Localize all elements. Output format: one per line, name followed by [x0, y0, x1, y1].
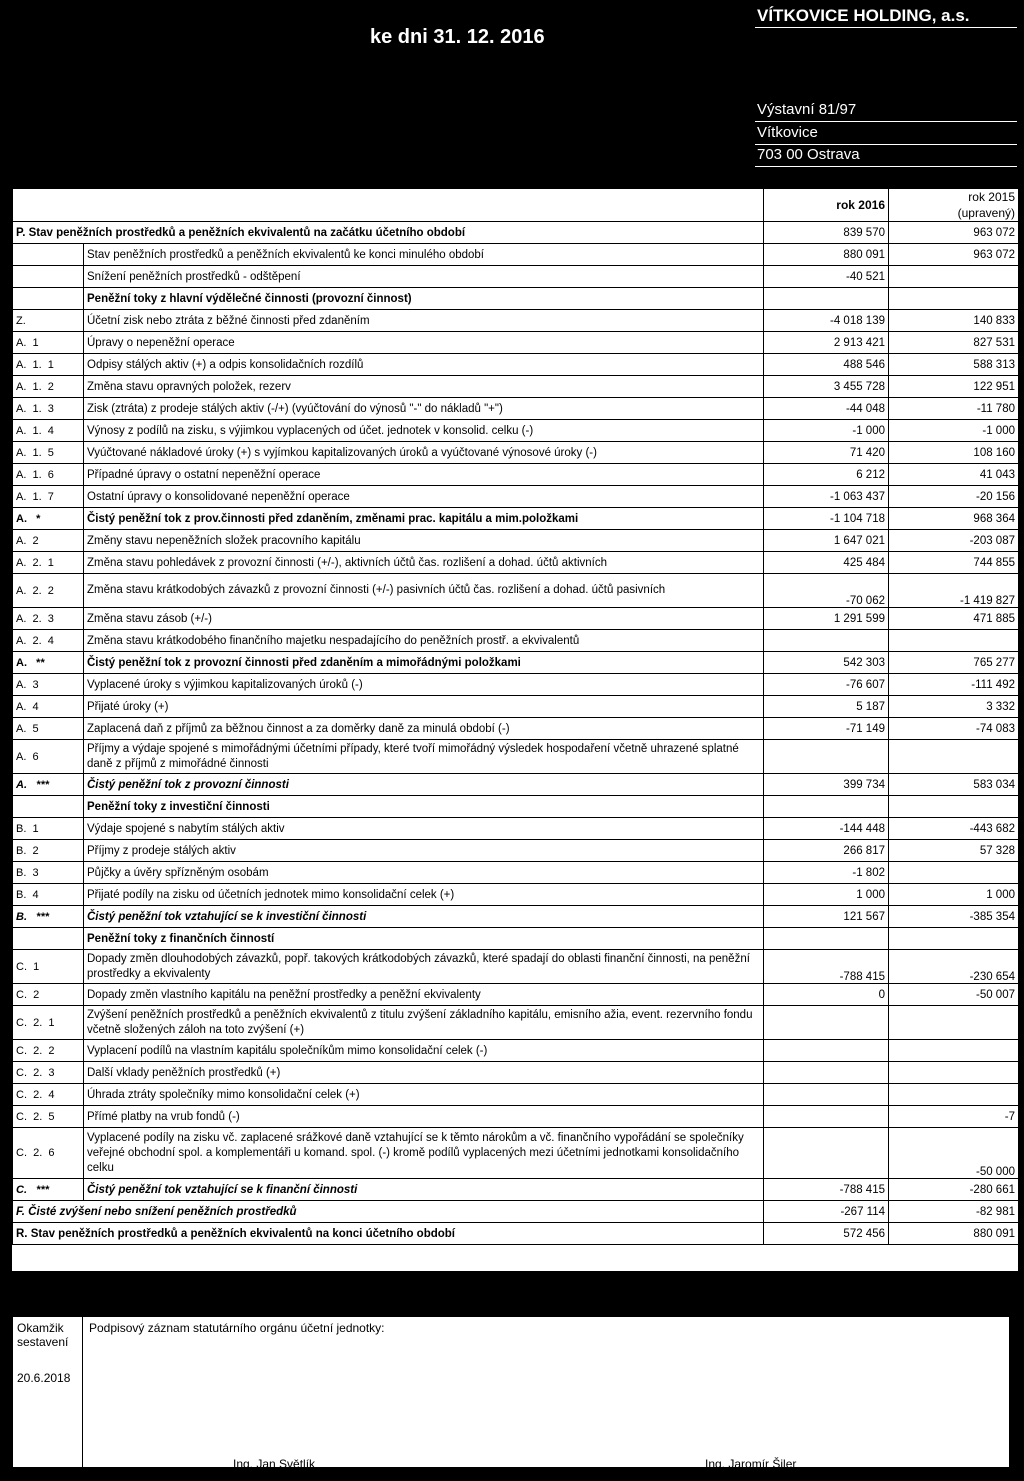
value-2015: 880 091: [889, 1223, 1019, 1245]
value-2016: -788 415: [764, 1179, 889, 1201]
value-2016: 399 734: [764, 774, 889, 796]
value-2015: -203 087: [889, 530, 1019, 552]
value-2015: [889, 928, 1019, 950]
divider: [755, 166, 1017, 167]
value-2015: 968 364: [889, 508, 1019, 530]
compilation-label-1: Okamžik: [17, 1321, 64, 1335]
value-2016: 2 913 421: [764, 332, 889, 354]
row-description: Čistý peněžní tok z prov.činnosti před zdaněním, změnami prac. kapitálu a mim.položkami: [84, 508, 764, 530]
row-description: Výdaje spojené s nabytím stálých aktiv: [84, 818, 764, 840]
table-row: [13, 442, 1019, 464]
col-2015-header: [889, 189, 1019, 222]
row-description: Odpisy stálých aktiv (+) a odpis konsolidačních rozdílů: [84, 354, 764, 376]
row-code: C. 2. 3: [13, 1062, 84, 1084]
row-description: F. Čisté zvýšení nebo snížení peněžních prostředků: [13, 1201, 764, 1223]
value-2016: [764, 1106, 889, 1128]
row-description: Změna stavu pohledávek z provozní činnosti (+/-), aktivních účtů čas. rozlišení a dohad. účtů aktivních: [84, 552, 764, 574]
row-description: Peněžní toky z hlavní výdělečné činnosti (provozní činnost): [84, 288, 764, 310]
value-2015: 588 313: [889, 354, 1019, 376]
row-description: Vyplacené úroky s výjimkou kapitalizovaných úroků (-): [84, 674, 764, 696]
table-row: [13, 1040, 1019, 1062]
compilation-date: 20.6.2018: [17, 1371, 71, 1385]
value-2015: [889, 1040, 1019, 1062]
value-2016: [764, 1006, 889, 1040]
row-description: Příjmy a výdaje spojené s mimořádnými účetními případy, které tvoří mimořádný výsledek hospodaření včetně uhrazené splatné daně z příjmů z mimořádné činnosti: [84, 740, 764, 774]
value-2016: -1 000: [764, 420, 889, 442]
row-code: [13, 288, 84, 310]
value-2016: -4 018 139: [764, 310, 889, 332]
value-2016: [764, 796, 889, 818]
table-row: [13, 674, 1019, 696]
value-2015: 1 000: [889, 884, 1019, 906]
table-row: [13, 884, 1019, 906]
table-row: [13, 486, 1019, 508]
row-description: Účetní zisk nebo ztráta z běžné činnosti před zdaněním: [84, 310, 764, 332]
row-description: R. Stav peněžních prostředků a peněžních ekvivalentů na konci účetního období: [13, 1223, 764, 1245]
row-code: C. ***: [13, 1179, 84, 1201]
value-2015: 41 043: [889, 464, 1019, 486]
col-2016-header: rok 2016: [764, 189, 889, 222]
row-code: A. 1: [13, 332, 84, 354]
table-row: [13, 332, 1019, 354]
value-2016: [764, 928, 889, 950]
row-description: Zisk (ztráta) z prodeje stálých aktiv (-/+) (vyúčtování do výnosů "-" do nákladů "+"): [84, 398, 764, 420]
value-2015: [889, 740, 1019, 774]
row-description: Příjmy z prodeje stálých aktiv: [84, 840, 764, 862]
row-code: [13, 244, 84, 266]
table-row: [13, 574, 1019, 608]
row-code: A. **: [13, 652, 84, 674]
row-description: Změna stavu opravných položek, rezerv: [84, 376, 764, 398]
value-2015: -82 981: [889, 1201, 1019, 1223]
table-row: [13, 1179, 1019, 1201]
table-row: [13, 222, 1019, 244]
compilation-label-2: sestavení: [17, 1335, 69, 1349]
row-code: A. *: [13, 508, 84, 530]
signature-record-label: Podpisový záznam statutárního orgánu účetní jednotky:: [89, 1321, 385, 1335]
value-2016: -76 607: [764, 674, 889, 696]
row-description: Peněžní toky z finančních činností: [84, 928, 764, 950]
row-description: Změna stavu krátkodobých závazků z provozní činnosti (+/-) pasivních účtů čas. rozlišení a dohad. účtů pasivních: [84, 574, 764, 608]
row-description: Dopady změn dlouhodobých závazků, popř. takových krátkodobých závazků, které spadají do oblasti finanční činnosti, na peněžní prostředky a ekvivalenty: [84, 950, 764, 984]
value-2015: 963 072: [889, 244, 1019, 266]
table-row: [13, 630, 1019, 652]
row-description: Zvýšení peněžních prostředků a peněžních ekvivalentů z titulu zvýšení základního kapitálu, emisního ažia, event. rezervního fondu včetně složených záloh na toto zvýšení (+): [84, 1006, 764, 1040]
row-code: B. 1: [13, 818, 84, 840]
value-2016: [764, 630, 889, 652]
value-2016: -44 048: [764, 398, 889, 420]
value-2016: -70 062: [764, 574, 889, 608]
row-description: Změna stavu zásob (+/-): [84, 608, 764, 630]
value-2016: [764, 740, 889, 774]
table-row: [13, 608, 1019, 630]
table-row: [13, 840, 1019, 862]
row-description: Přijaté úroky (+): [84, 696, 764, 718]
value-2015: -443 682: [889, 818, 1019, 840]
row-description: Stav peněžních prostředků a peněžních ekvivalentů ke konci minulého období: [84, 244, 764, 266]
value-2015: [889, 796, 1019, 818]
table-row: [13, 310, 1019, 332]
row-description: Půjčky a úvěry spřízněným osobám: [84, 862, 764, 884]
value-2016: -267 114: [764, 1201, 889, 1223]
value-2015: [889, 1084, 1019, 1106]
row-code: A. 2: [13, 530, 84, 552]
table-row: [13, 696, 1019, 718]
row-code: [13, 266, 84, 288]
row-description: P. Stav peněžních prostředků a peněžních ekvivalentů na začátku účetního období: [13, 222, 764, 244]
table-row: [13, 984, 1019, 1006]
table-row: [13, 796, 1019, 818]
value-2015: -20 156: [889, 486, 1019, 508]
row-code: C. 2. 2: [13, 1040, 84, 1062]
row-code: C. 2. 5: [13, 1106, 84, 1128]
value-2016: 425 484: [764, 552, 889, 574]
value-2016: [764, 1040, 889, 1062]
value-2016: 1 000: [764, 884, 889, 906]
table-row: [13, 774, 1019, 796]
table-row: [13, 508, 1019, 530]
signer-2: Ing. Jaromír Šiler: [705, 1457, 797, 1471]
value-2015: 108 160: [889, 442, 1019, 464]
table-row: [13, 906, 1019, 928]
value-2015: -7: [889, 1106, 1019, 1128]
table-row: [13, 1006, 1019, 1040]
row-code: B. 2: [13, 840, 84, 862]
value-2016: 880 091: [764, 244, 889, 266]
row-description: Čistý peněžní tok vztahující se k investiční činnosti: [84, 906, 764, 928]
value-2016: [764, 1128, 889, 1179]
value-2016: 6 212: [764, 464, 889, 486]
value-2015: -50 000: [889, 1128, 1019, 1179]
cash-flow-table: [12, 188, 1019, 1245]
value-2015: 3 332: [889, 696, 1019, 718]
value-2015: 122 951: [889, 376, 1019, 398]
value-2016: [764, 288, 889, 310]
table-row: [13, 354, 1019, 376]
row-description: Vyplacené podíly na zisku vč. zaplacené srážkové daně vztahující se k těmto nárokům a vč. finančního vypořádání se společníky veřejné obchodní spol. a komplementáři u komand. spol. (-) kromě podílů vyplacených mezi účetními jednotkami konsolidačního celku: [84, 1128, 764, 1179]
row-code: A. 2. 4: [13, 630, 84, 652]
value-2016: -71 149: [764, 718, 889, 740]
value-2015: -111 492: [889, 674, 1019, 696]
row-code: A. 1. 6: [13, 464, 84, 486]
row-code: C. 2. 4: [13, 1084, 84, 1106]
row-code: C. 2: [13, 984, 84, 1006]
col-2015-label: rok 2015: [968, 190, 1015, 204]
table-row: [13, 740, 1019, 774]
table-row: [13, 928, 1019, 950]
address-city: 703 00 Ostrava: [757, 146, 860, 163]
value-2016: 542 303: [764, 652, 889, 674]
value-2016: [764, 1084, 889, 1106]
value-2016: -1 063 437: [764, 486, 889, 508]
table-row: [13, 1223, 1019, 1245]
row-code: A. ***: [13, 774, 84, 796]
value-2015: -385 354: [889, 906, 1019, 928]
row-code: A. 4: [13, 696, 84, 718]
row-code: A. 3: [13, 674, 84, 696]
row-description: Výnosy z podílů na zisku, s výjimkou vyplacených od účet. jednotek v konsolid. celku (-): [84, 420, 764, 442]
row-description: Další vklady peněžních prostředků (+): [84, 1062, 764, 1084]
value-2015: 140 833: [889, 310, 1019, 332]
signer-1: Ing. Jan Světlík: [233, 1457, 316, 1471]
value-2015: -50 007: [889, 984, 1019, 1006]
row-code: A. 1. 2: [13, 376, 84, 398]
table-row: [13, 266, 1019, 288]
header-blank: [13, 189, 764, 222]
value-2016: [764, 1062, 889, 1084]
value-2016: 572 456: [764, 1223, 889, 1245]
value-2016: -144 448: [764, 818, 889, 840]
row-description: Peněžní toky z investiční činnosti: [84, 796, 764, 818]
signature-box: [12, 1316, 1010, 1471]
address-street: Výstavní 81/97: [757, 101, 857, 118]
table-row: [13, 376, 1019, 398]
value-2016: -788 415: [764, 950, 889, 984]
table-row: [13, 718, 1019, 740]
value-2015: -1 419 827: [889, 574, 1019, 608]
row-code: A. 2. 1: [13, 552, 84, 574]
row-code: C. 1: [13, 950, 84, 984]
row-description: Snížení peněžních prostředků - odštěpení: [84, 266, 764, 288]
row-code: A. 1. 1: [13, 354, 84, 376]
company-name: VÍTKOVICE HOLDING, a.s.: [757, 6, 970, 25]
value-2016: 5 187: [764, 696, 889, 718]
row-description: Dopady změn vlastního kapitálu na peněžní prostředky a peněžní ekvivalenty: [84, 984, 764, 1006]
row-code: Z.: [13, 310, 84, 332]
table-row: [13, 552, 1019, 574]
value-2016: 71 420: [764, 442, 889, 464]
table-row: [13, 1062, 1019, 1084]
row-code: A. 2. 2: [13, 574, 84, 608]
row-code: B. ***: [13, 906, 84, 928]
value-2016: -1 104 718: [764, 508, 889, 530]
value-2015: 765 277: [889, 652, 1019, 674]
value-2015: -280 661: [889, 1179, 1019, 1201]
value-2016: 3 455 728: [764, 376, 889, 398]
value-2016: -1 802: [764, 862, 889, 884]
row-code: A. 2. 3: [13, 608, 84, 630]
value-2015: 471 885: [889, 608, 1019, 630]
divider: [755, 144, 1017, 145]
address-district: Vítkovice: [757, 124, 818, 141]
value-2015: -1 000: [889, 420, 1019, 442]
table-row: [13, 530, 1019, 552]
row-code: B. 4: [13, 884, 84, 906]
row-description: Změny stavu nepeněžních složek pracovního kapitálu: [84, 530, 764, 552]
row-code: A. 1. 7: [13, 486, 84, 508]
value-2016: 266 817: [764, 840, 889, 862]
row-code: B. 3: [13, 862, 84, 884]
divider: [755, 121, 1017, 122]
row-code: [13, 796, 84, 818]
table-header-row: [13, 189, 1019, 222]
row-description: Vyúčtované nákladové úroky (+) s vyjímkou kapitalizovaných úroků a vyúčtované výnosové úroky (-): [84, 442, 764, 464]
value-2016: 1 647 021: [764, 530, 889, 552]
value-2016: 0: [764, 984, 889, 1006]
row-description: Čistý peněžní tok vztahující se k finanční činnosti: [84, 1179, 764, 1201]
row-code: A. 5: [13, 718, 84, 740]
value-2015: 827 531: [889, 332, 1019, 354]
table-row: [13, 420, 1019, 442]
value-2015: [889, 266, 1019, 288]
value-2015: 57 328: [889, 840, 1019, 862]
value-2015: -11 780: [889, 398, 1019, 420]
value-2015: [889, 288, 1019, 310]
row-code: A. 1. 5: [13, 442, 84, 464]
row-description: Čistý peněžní tok z provozní činnosti před zdaněním a mimořádnými položkami: [84, 652, 764, 674]
value-2015: 583 034: [889, 774, 1019, 796]
row-description: Čistý peněžní tok z provozní činnosti: [84, 774, 764, 796]
row-description: Vyplacení podílů na vlastním kapitálu společníkům mimo konsolidační celek (-): [84, 1040, 764, 1062]
table-row: [13, 818, 1019, 840]
value-2016: 121 567: [764, 906, 889, 928]
table-row: [13, 1201, 1019, 1223]
table-row: [13, 244, 1019, 266]
value-2016: -40 521: [764, 266, 889, 288]
table-row: [13, 1084, 1019, 1106]
table-row: [13, 950, 1019, 984]
value-2015: [889, 1006, 1019, 1040]
table-row: [13, 1128, 1019, 1179]
row-code: A. 1. 3: [13, 398, 84, 420]
row-description: Zaplacená daň z příjmů za běžnou činnost a za doměrky daně za minulá období (-): [84, 718, 764, 740]
table-row: [13, 1106, 1019, 1128]
table-row: [13, 288, 1019, 310]
row-description: Ostatní úpravy o konsolidované nepeněžní operace: [84, 486, 764, 508]
row-code: A. 6: [13, 740, 84, 774]
value-2015: 744 855: [889, 552, 1019, 574]
value-2015: [889, 1062, 1019, 1084]
col-2015-note: (upravený): [957, 206, 1015, 220]
row-code: A. 1. 4: [13, 420, 84, 442]
value-2016: 1 291 599: [764, 608, 889, 630]
divider: [755, 27, 1017, 28]
value-2016: 839 570: [764, 222, 889, 244]
row-description: Přímé platby na vrub fondů (-): [84, 1106, 764, 1128]
value-2015: -74 083: [889, 718, 1019, 740]
compilation-moment: [13, 1317, 83, 1467]
value-2015: -230 654: [889, 950, 1019, 984]
value-2015: 963 072: [889, 222, 1019, 244]
report-date: ke dni 31. 12. 2016: [370, 26, 545, 48]
row-code: C. 2. 6: [13, 1128, 84, 1179]
value-2015: [889, 862, 1019, 884]
row-description: Přijaté podíly na zisku od účetních jednotek mimo konsolidační celek (+): [84, 884, 764, 906]
table-row: [13, 464, 1019, 486]
row-description: Změna stavu krátkodobého finančního majetku nespadajícího do peněžních prostř. a ekvivalentů: [84, 630, 764, 652]
value-2015: [889, 630, 1019, 652]
row-description: Úpravy o nepeněžní operace: [84, 332, 764, 354]
row-code: [13, 928, 84, 950]
row-code: C. 2. 1: [13, 1006, 84, 1040]
row-description: Případné úpravy o ostatní nepeněžní operace: [84, 464, 764, 486]
table-row: [13, 398, 1019, 420]
table-row: [13, 862, 1019, 884]
row-description: Úhrada ztráty společníky mimo konsolidační celek (+): [84, 1084, 764, 1106]
value-2016: 488 546: [764, 354, 889, 376]
table-row: [13, 652, 1019, 674]
